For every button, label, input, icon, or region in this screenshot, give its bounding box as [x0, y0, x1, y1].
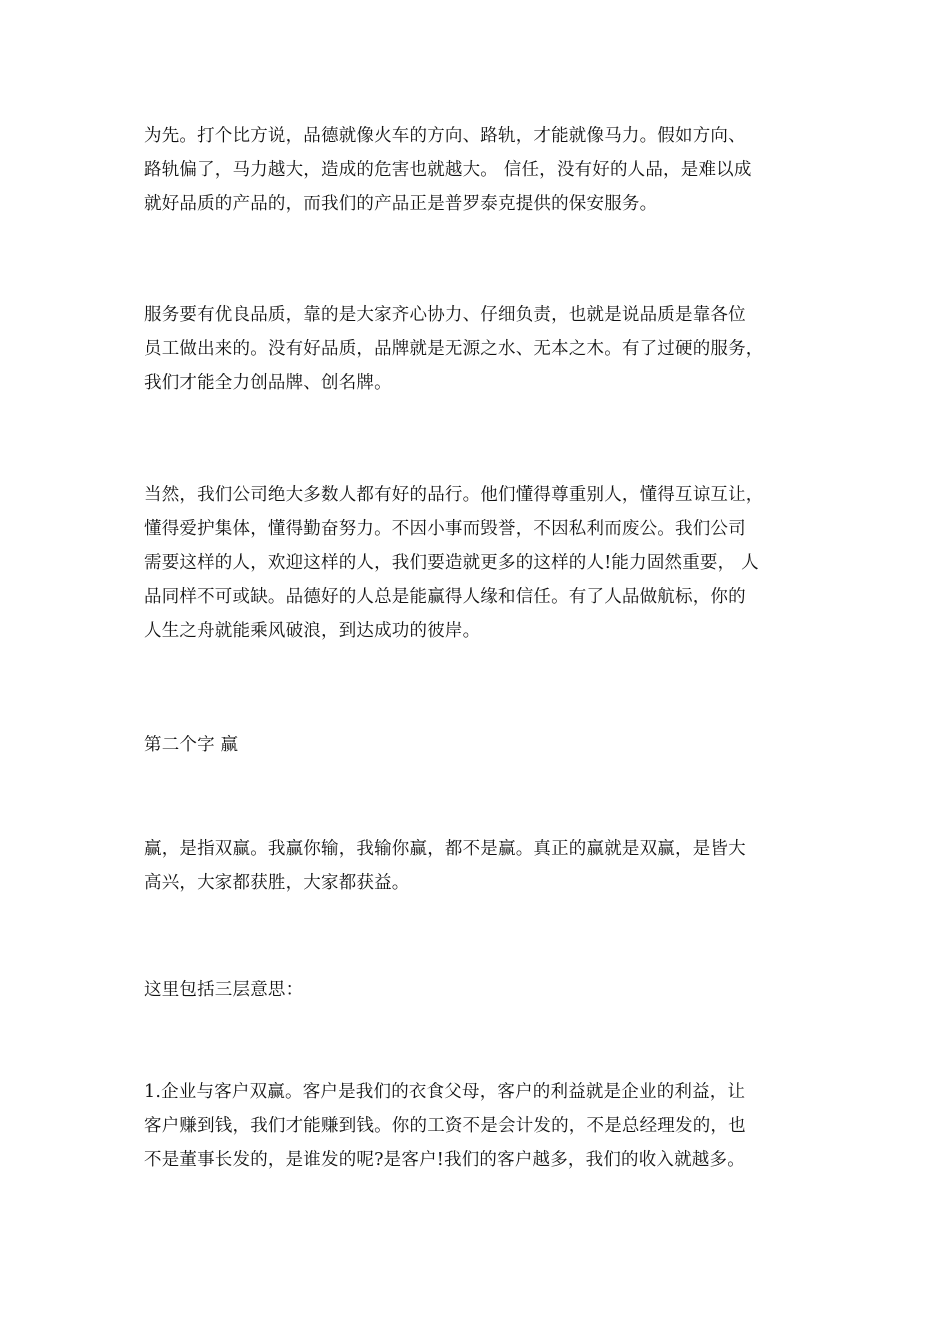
section-heading-second-character	[144, 728, 814, 762]
text-line: 路轨偏了，马力越大，造成的危害也就越大。 信任，没有好的人品，是难以成	[144, 160, 752, 180]
text-line: 客户赚到钱，我们才能赚到钱。你的工资不是会计发的，不是总经理发的，也	[144, 1116, 746, 1136]
text-line: 我们才能全力创品牌、创名牌。	[144, 373, 392, 393]
paragraph-win-win	[144, 832, 814, 900]
text-line: 高兴，大家都获胜，大家都获益。	[144, 873, 410, 893]
text-line: 品同样不可或缺。品德好的人总是能赢得人缘和信任。有了人品做航标，你的	[144, 587, 746, 607]
section-heading: 第二个字 赢	[144, 735, 239, 755]
paragraph-good-character	[144, 478, 814, 648]
text-line: 当然，我们公司绝大多数人都有好的品行。他们懂得尊重别人，懂得互谅互让，	[144, 485, 764, 505]
text-line: 这里包括三层意思：	[144, 980, 304, 1000]
paragraph-service-quality	[144, 298, 814, 400]
text-line: 赢，是指双赢。我赢你输，我输你赢，都不是赢。真正的赢就是双赢，是皆大	[144, 839, 746, 859]
text-line: 员工做出来的。没有好品质，品牌就是无源之水、无本之木。有了过硬的服务，	[144, 339, 764, 359]
paragraph-three-meanings	[144, 973, 814, 1007]
text-line: 服务要有优良品质，靠的是大家齐心协力、仔细负责，也就是说品质是靠各位	[144, 305, 746, 325]
text-line: 为先。打个比方说，品德就像火车的方向、路轨，才能就像马力。假如方向、	[144, 126, 746, 146]
text-line: 懂得爱护集体，懂得勤奋努力。不因小事而毁誉，不因私利而废公。我们公司	[144, 519, 746, 539]
text-line: 1.企业与客户双赢。客户是我们的衣食父母，客户的利益就是企业的利益，让	[144, 1082, 746, 1102]
paragraph-character-first	[144, 119, 814, 221]
text-line: 需要这样的人，欢迎这样的人，我们要造就更多的这样的人!能力固然重要， 人	[144, 553, 759, 573]
text-line: 不是董事长发的，是谁发的呢?是客户!我们的客户越多，我们的收入就越多。	[144, 1150, 745, 1170]
paragraph-enterprise-customer	[144, 1075, 814, 1177]
text-line: 人生之舟就能乘风破浪，到达成功的彼岸。	[144, 621, 481, 641]
text-line: 就好品质的产品的，而我们的产品正是普罗泰克提供的保安服务。	[144, 194, 658, 214]
